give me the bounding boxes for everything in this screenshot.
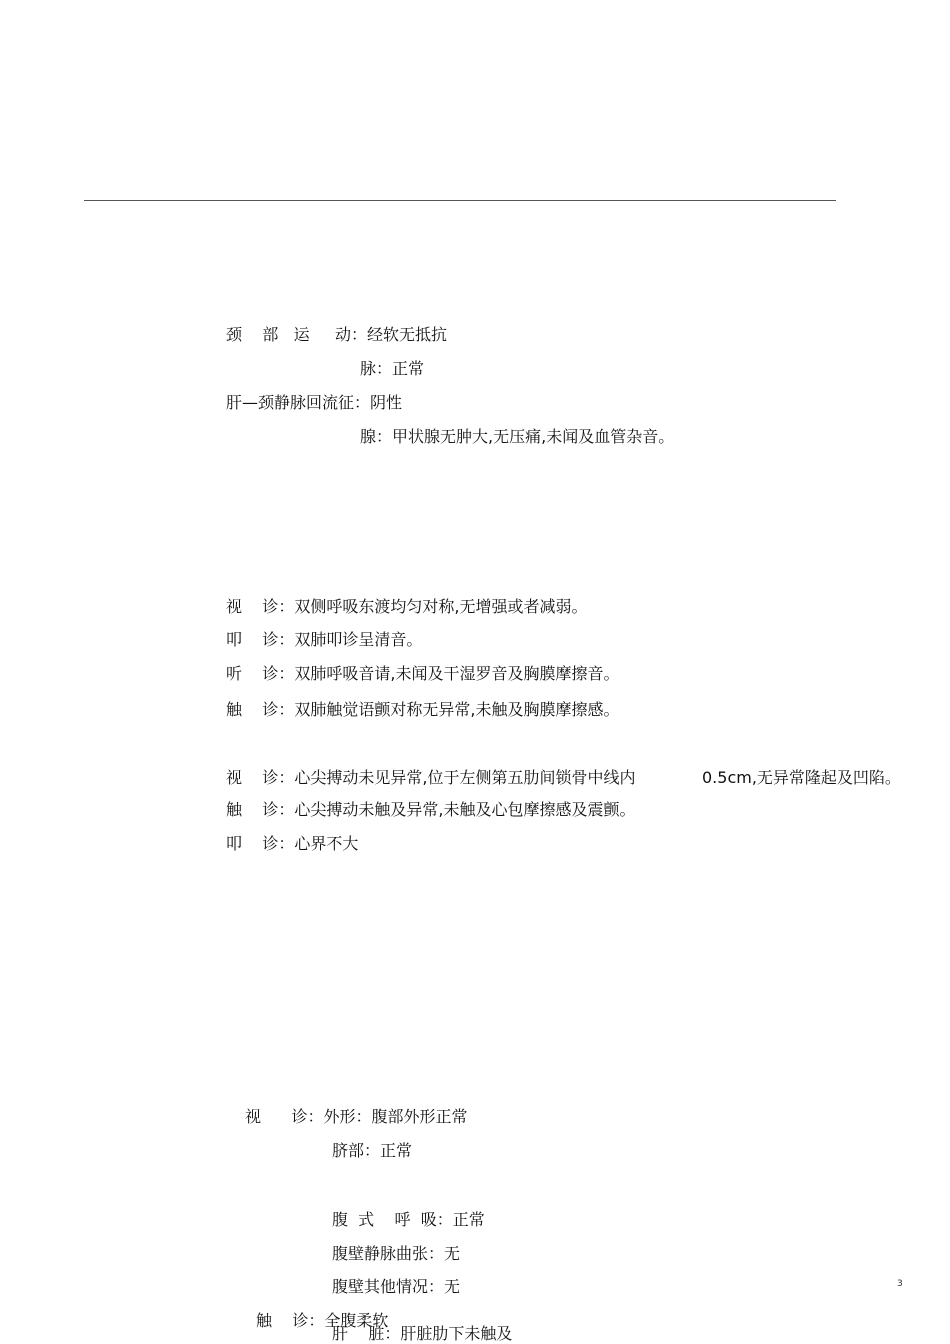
heart-palpation-value: 心尖搏动未触及异常,未触及心包摩擦感及震颤。 [294, 800, 636, 819]
neck-pulse-label: 脉： [360, 359, 393, 378]
abdomen-inspection-line [245, 1107, 468, 1127]
lung-inspection-label: 视 诊： [226, 597, 295, 616]
veins-value: 无 [444, 1244, 461, 1263]
abdomen-inspection-value: 外形：腹部外形正常 [323, 1107, 468, 1126]
lung-palpation-value: 双肺触觉语颤对称无异常,未触及胸膜摩擦感。 [294, 700, 620, 719]
heart-inspection-line [226, 768, 635, 788]
lung-inspection-line [226, 597, 587, 617]
heart-palpation-label: 触 诊： [226, 800, 295, 819]
lung-inspection-value: 双侧呼吸东渡均匀对称,无增强或者减弱。 [294, 597, 588, 616]
breathing-line [332, 1210, 485, 1230]
heart-percussion-line [226, 834, 358, 854]
liver-value: 肝脏肋下未触及 [400, 1324, 513, 1343]
liver-label: 肝 脏： [332, 1324, 401, 1343]
heart-percussion-label: 叩 诊： [226, 834, 295, 853]
heart-palpation-line [226, 800, 635, 820]
navel-value: 正常 [380, 1141, 413, 1160]
lung-auscultation-line [226, 664, 619, 684]
neck-pulse-value: 正常 [392, 359, 425, 378]
hepatojugular-label: 肝—颈静脉回流征： [226, 393, 371, 412]
heart-percussion-value: 心界不大 [294, 834, 359, 853]
neck-motion-value: 经软无抵抗 [367, 325, 448, 344]
neck-pulse-line [360, 359, 424, 379]
lung-percussion-value: 双肺叩诊呈清音。 [294, 630, 423, 649]
neck-motion-label: 颈 部 运 动： [226, 325, 368, 344]
breathing-label: 腹 式 呼 吸： [332, 1210, 453, 1229]
abdomen-other-value: 无 [444, 1277, 461, 1296]
heart-inspection-tail: 0.5cm,无异常隆起及凹陷。 [702, 768, 901, 787]
hepatojugular-value: 阴性 [370, 393, 403, 412]
lung-auscultation-value: 双肺呼吸音请,未闻及干湿罗音及胸膜摩擦音。 [294, 664, 620, 683]
abdomen-other-line [332, 1277, 460, 1297]
navel-line [332, 1141, 412, 1161]
veins-line [332, 1244, 460, 1264]
lung-auscultation-label: 听 诊： [226, 664, 295, 683]
abdomen-palpation-label: 触 诊： [256, 1311, 325, 1330]
gland-line [360, 427, 674, 447]
liver-line [332, 1324, 512, 1344]
lung-percussion-label: 叩 诊： [226, 630, 295, 649]
heart-inspection-value: 心尖搏动未见异常,位于左侧第五肋间锁骨中线内 [294, 768, 636, 787]
abdomen-inspection-label: 视 诊： [245, 1107, 324, 1126]
neck-motion-line [226, 325, 447, 345]
lung-palpation-line [226, 700, 619, 720]
abdomen-palpation-value: 全腹柔软 [324, 1311, 389, 1330]
hepatojugular-line [226, 393, 402, 413]
abdomen-other-label: 腹壁其他情况： [332, 1277, 445, 1296]
header-rule [84, 200, 836, 201]
navel-label: 脐部： [332, 1141, 381, 1160]
breathing-value: 正常 [452, 1210, 485, 1229]
heart-inspection-label: 视 诊： [226, 768, 295, 787]
lung-percussion-line [226, 630, 422, 650]
lung-palpation-label: 触 诊： [226, 700, 295, 719]
gland-label: 腺： [360, 427, 393, 446]
veins-label: 腹壁静脉曲张： [332, 1244, 445, 1263]
gland-value: 甲状腺无肿大,无压痛,未闻及血管杂音。 [392, 427, 675, 446]
page-number: 3 [897, 1279, 903, 1289]
